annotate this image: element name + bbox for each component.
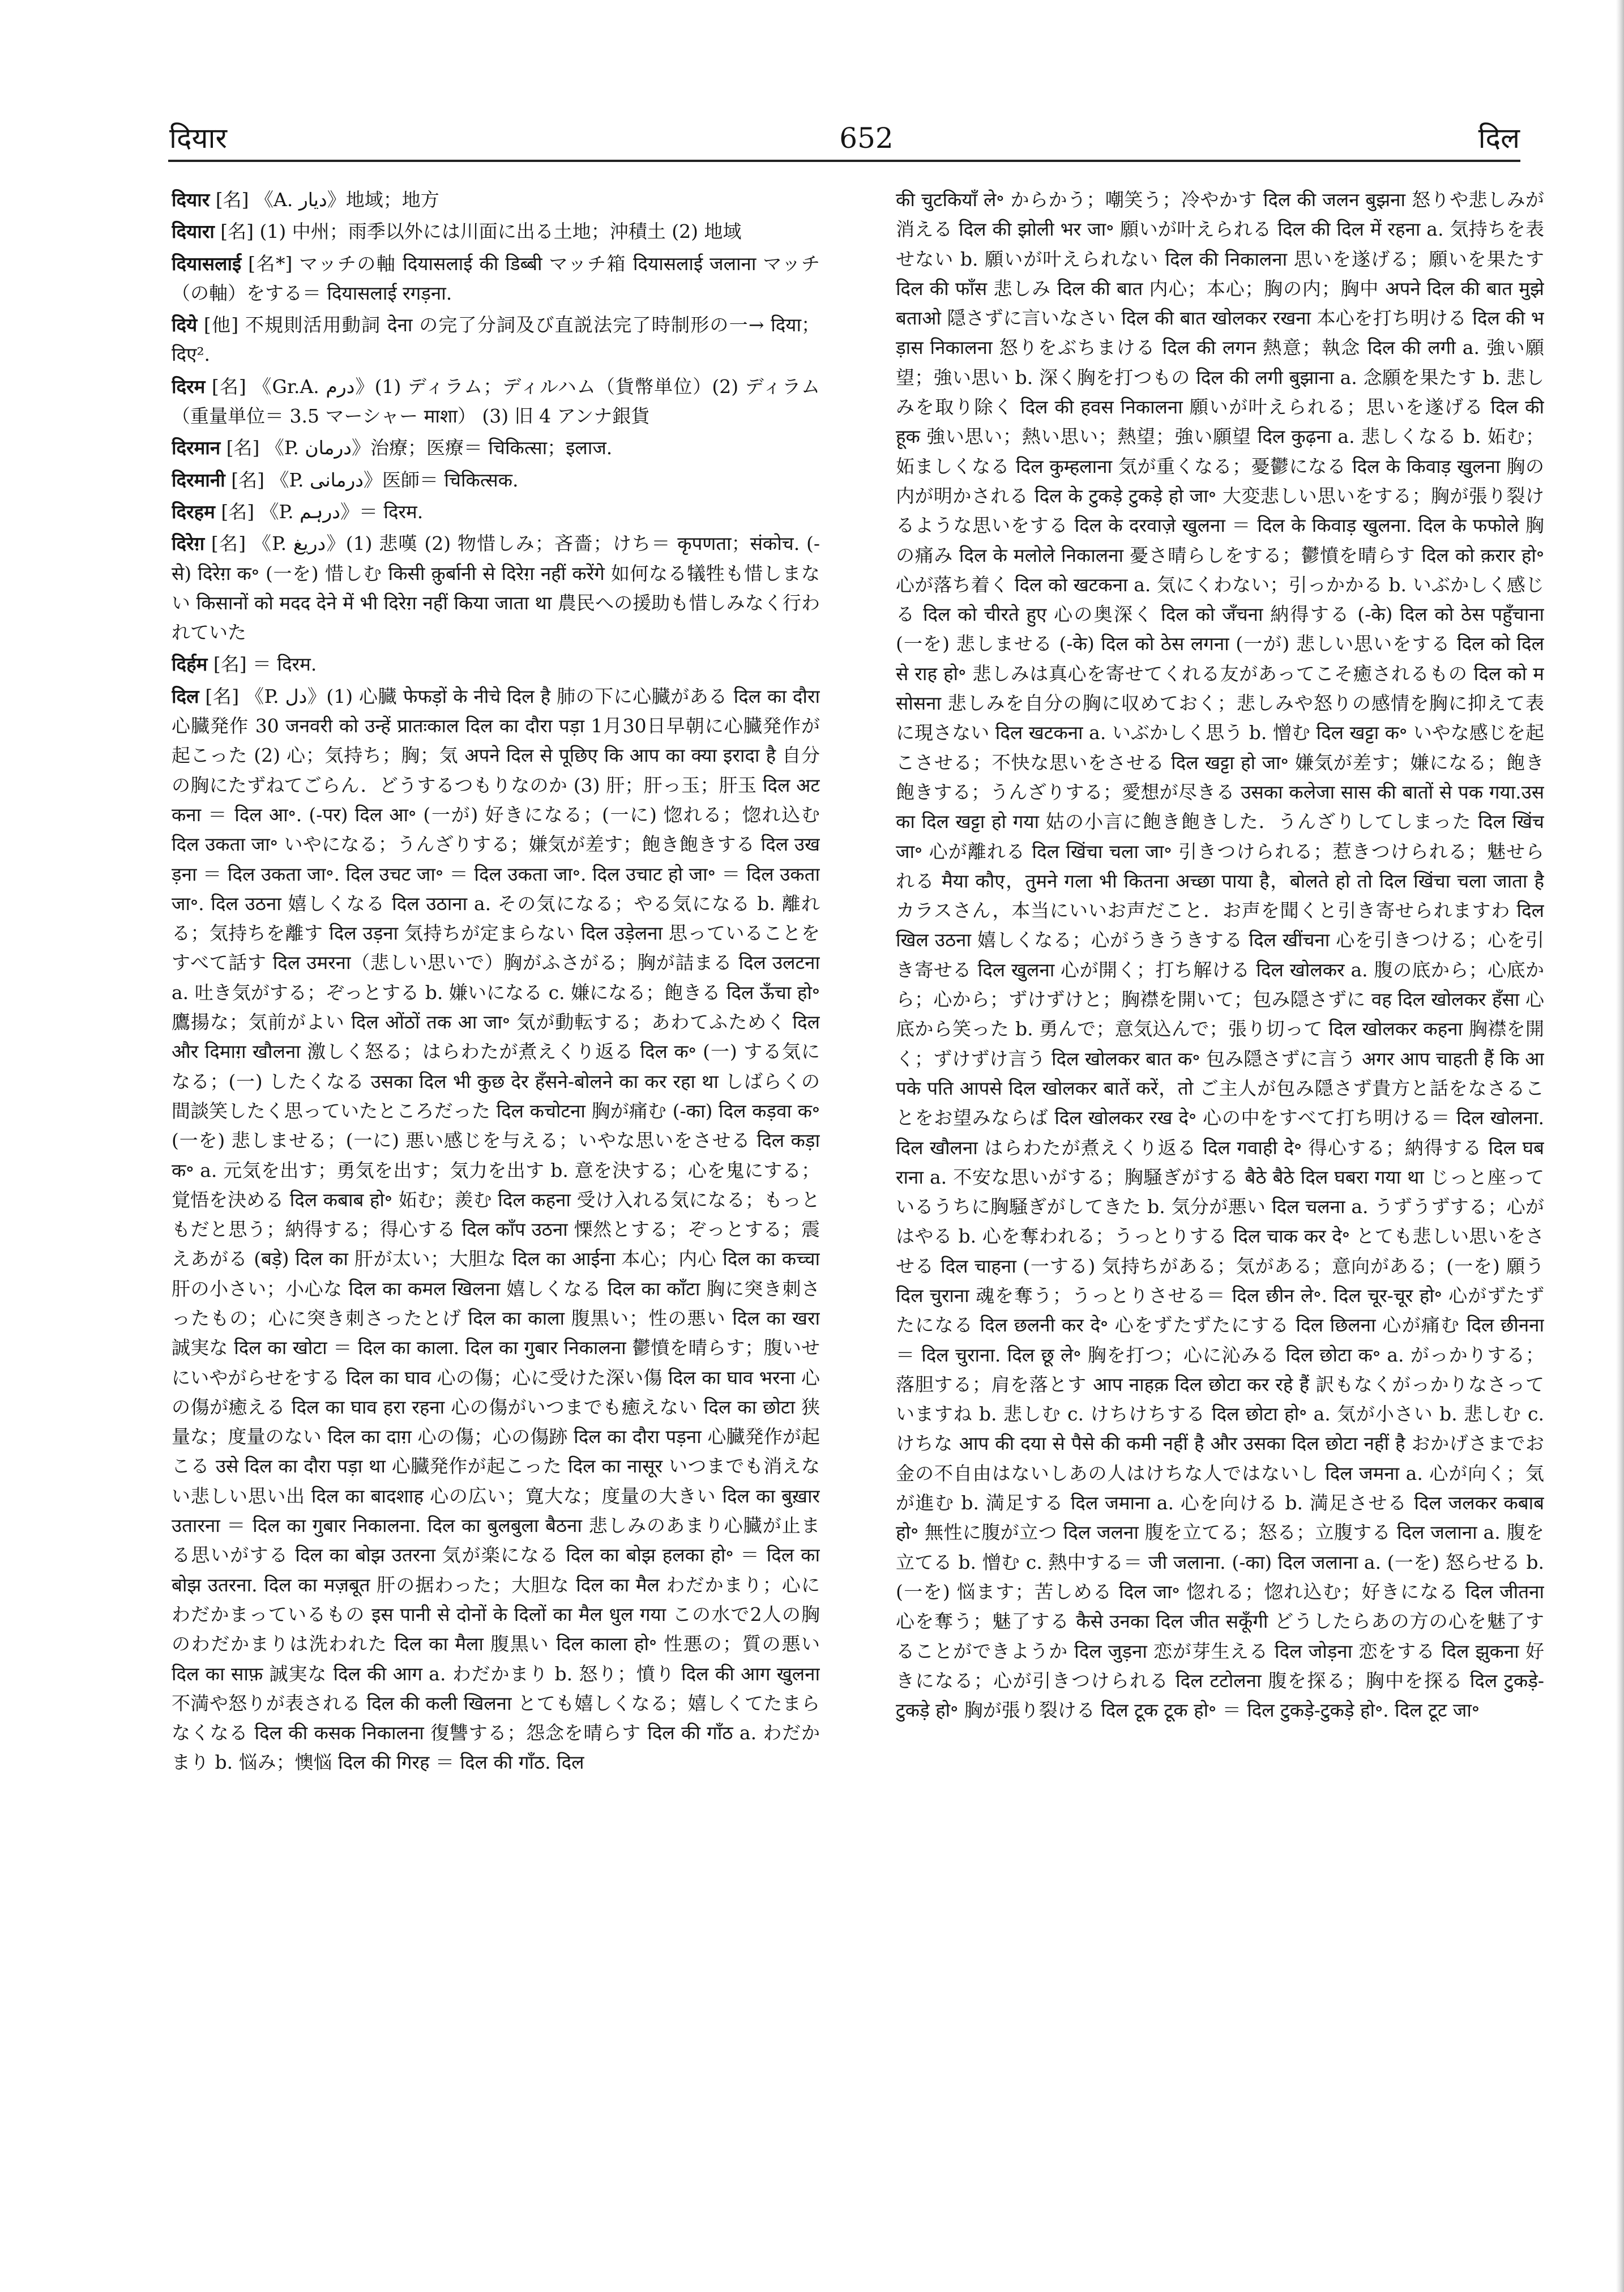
entry-definition: [名] ＝ दिरम. bbox=[207, 653, 317, 676]
dictionary-entry bbox=[172, 217, 820, 246]
entry-definition: [名] 《P. دل》(1) 心臓 फेफड़ों के नीचे दिल है 肺の下に心臓がある दिल का दौरा 心臓発作 30 जनवरी को उन्हें प्रातःकाल दिल का दौरा पड़ा 1月30日早朝に心臓発作が起こった (2) 心；気持ち；胸；気 अपने दिल से पूछिए कि आप का क्या इरादा है 自分の胸にたずねてごらん．どうするつもりなのか (3) 肝；肝っ玉；肝玉 दिल अटकना ＝ दिल आ॰. (-पर) दिल आ॰ (一が) 好きになる；(一に) 惚れる；惚れ込む दिल उकता जा॰ いやになる；うんざりする；嫌気が差す；飽き飽きする दिल उखड़ना ＝ दिल उकता जा॰. दिल उचट जा॰ ＝ दिल उकता जा॰. दिल उचाट हो जा॰ ＝ दिल उकता जा॰. दिल उठना 嬉しくなる दिल उठाना a. その気になる；やる気になる b. 離れる；気持ちを離す दिल उड़ना 気持ちが定まらない दिल उड़ेलना 思っていることをすべて話す दिल उमरना（悲しい思いで）胸がふさがる；胸が詰まる दिल उलटना a. 吐き気がする；ぞっとする b. 嫌いになる c. 嫌になる；飽きる दिल ऊँचा हो॰ 鷹揚な；気前がよい दिल ओंठों तक आ जा॰ 気が動転する；あわてふためく दिल और दिमाग़ खौलना 激しく怒る；はらわたが煮えくり返る दिल क॰ (一) する気になる；(一) したくなる उसका दिल भी कुछ देर हँसने-बोलने का कर रहा था しばらくの間談笑したく思っていたところだった दिल कचोटना 胸が痛む (-का) दिल कड़वा क॰ (一を) 悲しませる；(一に) 悪い感じを与える；いやな思いをさせる दिल कड़ा क॰ a. 元気を出す；勇気を出す；気力を出す b. 意を決する；心を鬼にする；覚悟を決める दिल कबाब हो॰ 妬む；羨む दिल कहना 受け入れる気になる；もっともだと思う；納得する；得心する दिल काँप उठना 慄然とする；ぞっとする；震えあがる (बड़े) दिल का 肝が太い；大胆な दिल का आईना 本心；内心 दिल का कच्चा 肝の小さい；小心な दिल का कमल खिलना 嬉しくなる दिल का काँटा 胸に突き刺さったもの；心に突き刺さったとげ दिल का काला 腹黒い；性の悪い दिल का खरा 誠実な दिल का खोटा ＝ दिल का काला. दिल का गुबार निकालना 鬱憤を晴らす；腹いせにいやがらせをする दिल का घाव 心の傷；心に受けた深い傷 दिल का घाव भरना 心の傷が癒える दिल का घाव हरा रहना 心の傷がいつまでも癒えない दिल का छोटा 狭量な；度量のない दिल का दाग़ 心の傷；心の傷跡 दिल का दौरा पड़ना 心臓発作が起こる उसे दिल का दौरा पड़ा था 心臓発作が起こった दिल का नासूर いつまでも消えない悲しい思い出 दिल का बादशाह 心の広い；寛大な；度量の大きい दिल का बुख़ार उतारना ＝ दिल का गुबार निकालना. दिल का बुलबुला बैठना 悲しみのあまり心臓が止まる思いがする दिल का बोझ उतरना 気が楽になる दिल का बोझ हलका हो॰ ＝ दिल का बोझ उतरना. दिल का मज़बूत 肝の据わった；大胆な दिल का मैल わだかまり；心にわだかまっているもの इस पानी से दोनों के दिलों का मैल धुल गया この水で2人の胸のわだかまりは洗われた दिल का मैला 腹黒い दिल काला हो॰ 性悪の；質の悪い दिल का साफ़ 誠実な दिल की आग a. わだかまり b. 怒り；憤り दिल की आग खुलना 不満や怒りが表される दिल की कली खिलना とても嬉しくなる；嬉しくてたまらなくなる दिल की कसक निकालना 復讐する；怨念を晴らす दिल की गाँठ a. わだかまり b. 悩み；懊悩 दिल की गिरह ＝ दिल की गाँठ. दिल bbox=[172, 685, 820, 1774]
entry-definition: [名] (1) 中州；雨季以外には川面に出る土地；沖積土 (2) 地域 bbox=[214, 220, 742, 243]
entry-headword: दिरम bbox=[172, 375, 206, 398]
entry-headword: दिये bbox=[172, 314, 198, 336]
dictionary-entry bbox=[172, 466, 820, 495]
header-rule bbox=[168, 160, 1520, 162]
dictionary-entry bbox=[172, 310, 820, 370]
entry-headword: दिरहम bbox=[172, 500, 215, 523]
entry-headword: दिर्हम bbox=[172, 653, 208, 676]
right-column bbox=[896, 185, 1544, 2241]
entry-definition: [名] 《A. دیار》地域；地方 bbox=[210, 189, 439, 211]
running-head-left: दियार bbox=[169, 122, 227, 155]
dictionary-entry bbox=[172, 682, 820, 1778]
entry-headword: दिरेग़ bbox=[172, 532, 205, 555]
entry-headword: दियासलाई bbox=[172, 252, 242, 275]
entry-definition: [他] 不規則活用動詞 देना の完了分詞及び直説法完了時制形の一→ दिया；दिए². bbox=[172, 314, 820, 366]
dictionary-entry bbox=[172, 433, 820, 463]
dictionary-entry bbox=[172, 185, 820, 215]
entry-definition: [名*] マッチの軸 दियासलाई की डिब्बी マッチ箱 दियासलाई जलाना マッチ（の軸）をする＝ दियासलाई रगड़ना. bbox=[172, 252, 820, 304]
entry-headword: दिल bbox=[172, 685, 199, 707]
entry-definition: [名] 《P. درہم》＝ दिरम. bbox=[215, 500, 424, 523]
dictionary-entry bbox=[172, 497, 820, 527]
binding-edge bbox=[1616, 0, 1624, 2292]
dictionary-entry bbox=[172, 249, 820, 309]
dictionary-entry bbox=[896, 185, 1544, 1725]
page-number: 652 bbox=[839, 122, 894, 155]
entry-headword: दिरमानी bbox=[172, 468, 225, 491]
entry-headword: दियार bbox=[172, 189, 210, 211]
running-head-right: दिल bbox=[1478, 122, 1520, 155]
dictionary-entry bbox=[172, 529, 820, 647]
entry-definition: की चुटकियाँ ले॰ からかう；嘲笑う；冷やかす दिल की जलन बुझना 怒りや悲しみが消える दिल की झोली भर जा॰ 願いが叶えられる दिल की दिल में रहना a. 気持ちを表せない b. 願いが叶えられない दिल की निकालना 思いを遂げる；願いを果たす दिल की फाँस 悲しみ दिल की बात 内心；本心；胸の内；胸中 अपने दिल की बात मुझे बताओ 隠さずに言いなさい दिल की बात खोलकर रखना 本心を打ち明ける दिल की भड़ास निकालना 怒りをぶちまける दिल की लगन 熱意；執念 दिल की लगी a. 強い願望；強い思い b. 深く胸を打つもの दिल की लगी बुझाना a. 念願を果たす b. 悲しみを取り除く दिल की हवस निकालना 願いが叶えられる；思いを遂げる दिल की हूक 強い思い；熱い思い；熱望；強い願望 दिल कुढ़ना a. 悲しくなる b. 妬む；妬ましくなる दिल कुम्हलाना 気が重くなる；憂鬱になる दिल के किवाड़ खुलना 胸の内が明かされる दिल के टुकड़े टुकड़े हो जा॰ 大変悲しい思いをする；胸が張り裂けるような思いをする दिल के दरवाज़े खुलना ＝ दिल के किवाड़ खुलना. दिल के फफोले 胸の痛み दिल के मलोले निकालना 憂さ晴らしをする；鬱憤を晴らす दिल को क़रार हो॰ 心が落ち着く दिल को खटकना a. 気にくわない；引っかかる b. いぶかしく感じる दिल को चीरते हुए 心の奥深く दिल को जँचना 納得する (-के) दिल को ठेस पहुँचाना (一を) 悲しませる (-के) दिल को ठेस लगना (一が) 悲しい思いをする दिल को दिल से राह हो॰ 悲しみは真心を寄せてくれる友があってこそ癒されるもの दिल को मसोसना 悲しみを自分の胸に収めておく；悲しみや怒りの感情を胸に抑えて表に現さない दिल खटकना a. いぶかしく思う b. 憎む दिल खट्टा क॰ いやな感じを起こさせる；不快な思いをさせる दिल खट्टा हो जा॰ 嫌気が差す；嫌になる；飽き飽きする；うんざりする；愛想が尽きる उसका कलेजा सास की बातों से पक गया.उसका दिल खट्टा हो गया 姑の小言に飽き飽きした．うんざりしてしまった दिल खिंच जा॰ 心が離れる दिल खिंचा चला जा॰ 引きつけられる；惹きつけられる；魅せられる मैया कौए，तुमने गला भी कितना अच्छा पाया है，बोलते हो तो दिल खिंचा चला जाता है カラスさん，本当にいいお声だこと．お声を聞くと引き寄せられますわ दिल खिल उठना 嬉しくなる；心がうきうきする दिल खींचना 心を引きつける；心を引き寄せる दिल खुलना 心が開く；打ち解ける दिल खोलकर a. 腹の底から；心底から；心から；ずけずけと；胸襟を開いて；包み隠さずに वह दिल खोलकर हँसा 心底から笑った b. 勇んで；意気込んで；張り切って दिल खोलकर कहना 胸襟を開く；ずけずけ言う दिल खोलकर बात क॰ 包み隠さずに言う अगर आप चाहती हैं कि आपके पति आपसे दिल खोलकर बातें करें，तो ご主人が包み隠さず貴方と話をなさることをお望みならば दिल खोलकर रख दे॰ 心の中をすべて打ち明ける＝ दिल खोलना. दिल खौलना はらわたが煮えくり返る दिल गवाही दे॰ 得心する；納得する दिल घबराना a. 不安な思いがする；胸騒ぎがする बैठे बैठे दिल घबरा गया था じっと座っているうちに胸騒ぎがしてきた b. 気分が悪い दिल चलना a. うずうずする；心がはやる b. 心を奪われる；うっとりする दिल चाक कर दे॰ とても悲しい思いをさせる दिल चाहना (一する) 気持ちがある；気がある；意向がある；(一を) 願う दिल चुराना 魂を奪う；うっとりさせる＝ दिल छीन ले॰. दिल चूर-चूर हो॰ 心がずたずたになる दिल छलनी कर दे॰ 心をずたずたにする दिल छिलना 心が痛む दिल छीनना ＝ दिल चुराना. दिल छू ले॰ 胸を打つ；心に沁みる दिल छोटा क॰ a. がっかりする；落胆する；肩を落とす आप नाहक़ दिल छोटा कर रहे हैं 訳もなくがっかりなさっていますね b. 悲しむ c. けちけちする दिल छोटा हो॰ a. 気が小さい b. 悲しむ c. けちな आप की दया से पैसे की कमी नहीं है और उसका दिल छोटा नहीं है おかげさまでお金の不自由はないしあの人はけちな人ではないし दिल जमना a. 心が向く；気が進む b. 満足する दिल जमाना a. 心を向ける b. 満足させる दिल जलकर कबाब हो॰ 無性に腹が立つ दिल जलना 腹を立てる；怒る；立腹する दिल जलाना a. 腹を立てる b. 憎む c. 熱中する＝ जी जलाना. (-का) दिल जलाना a. (一を) 怒らせる b. (一を) 悩ます；苦しめる दिल जा॰ 惚れる；惚れ込む；好きになる दिल जीतना 心を奪う；魅了する कैसे उनका दिल जीत सकूँगी どうしたらあの方の心を魅了することができようか दिल जुड़ना 恋が芽生える दिल जोड़ना 恋をする दिल झुकना 好きになる；心が引きつけられる दिल टटोलना 腹を探る；胸中を探る दिल टुकड़े-टुकड़े हो॰ 胸が張り裂ける दिल टूक टूक हो॰ ＝ दिल टुकड़े-टुकड़े हो॰. दिल टूट जा॰ bbox=[896, 189, 1544, 1722]
entry-headword: दियारा bbox=[172, 220, 215, 243]
left-column bbox=[172, 185, 820, 2241]
entry-definition: [名] 《P. درمان》治療；医療＝ चिकित्सा；इलाज. bbox=[220, 437, 613, 459]
dictionary-entry bbox=[172, 372, 820, 432]
entry-definition: [名] 《P. دریغ》(1) 悲嘆 (2) 物惜しみ；吝嗇；けち＝ कृपणता；संकोच. (-से) दिरेग़ क॰ (一を) 惜しむ किसी क़ुर्बानी से दिरेग़ नहीं करेंगे 如何なる犠牲も惜しまない किसानों को मदद देने में भी दिरेग़ नहीं किया जाता था 農民への援助も惜しみなく行われていた bbox=[172, 532, 820, 644]
entry-definition: [名] 《P. درمانی》医師＝ चिकित्सक. bbox=[225, 468, 519, 491]
entry-definition: [名] 《Gr.A. درم》(1) ディラム；ディルハム（貨幣単位）(2) ディラム（重量単位＝ 3.5 マーシャー माशा） (3) 旧 4 アンナ銀貨 bbox=[172, 375, 820, 428]
entry-headword: दिरमान bbox=[172, 437, 221, 459]
dictionary-entry bbox=[172, 650, 820, 679]
